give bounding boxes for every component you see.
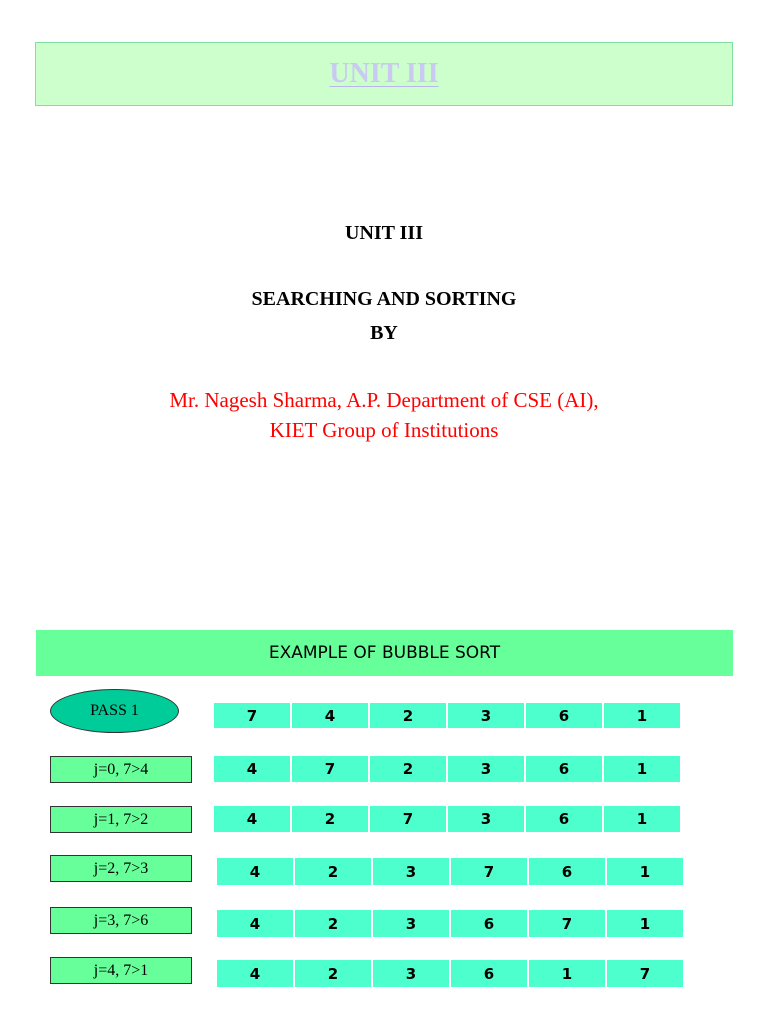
array-cell: 4 (292, 703, 368, 728)
array-cell: 6 (451, 910, 527, 937)
array-cell: 4 (217, 910, 293, 937)
unit-heading: UNIT III (345, 222, 423, 244)
topic-heading: SEARCHING AND SORTING (251, 288, 517, 310)
array-cell: 1 (529, 960, 605, 987)
array-cell: 3 (448, 806, 524, 832)
array-cell: 6 (526, 756, 602, 782)
array-cell: 7 (292, 756, 368, 782)
array-cell: 2 (370, 756, 446, 782)
array-cell: 2 (370, 703, 446, 728)
array-cell: 6 (451, 960, 527, 987)
array-cell: 7 (607, 960, 683, 987)
step-array-row (217, 960, 685, 987)
array-cell: 3 (373, 858, 449, 885)
array-cell: 2 (295, 910, 371, 937)
step-label: j=0, 7>4 (50, 756, 192, 783)
array-cell: 1 (607, 910, 683, 937)
array-cell: 7 (370, 806, 446, 832)
step-label: j=2, 7>3 (50, 855, 192, 882)
author-line-2: KIET Group of Institutions (269, 418, 499, 442)
array-cell: 3 (373, 960, 449, 987)
array-cell: 3 (448, 703, 524, 728)
array-cell: 4 (214, 756, 290, 782)
array-cell: 6 (526, 806, 602, 832)
array-cell: 4 (217, 960, 293, 987)
array-cell: 2 (295, 858, 371, 885)
array-cell: 2 (292, 806, 368, 832)
array-cell: 2 (295, 960, 371, 987)
array-cell: 3 (448, 756, 524, 782)
array-cell: 7 (451, 858, 527, 885)
step-array-row (214, 806, 682, 832)
step-label: j=3, 7>6 (50, 907, 192, 934)
by-heading: BY (370, 322, 398, 344)
array-cell: 7 (214, 703, 290, 728)
pass-label-oval: PASS 1 (50, 689, 179, 733)
array-cell: 1 (604, 806, 680, 832)
initial-array-row (214, 703, 682, 728)
array-cell: 4 (217, 858, 293, 885)
step-array-row (214, 756, 682, 782)
step-label: j=4, 7>1 (50, 957, 192, 984)
unit-title-link[interactable]: UNIT III (329, 58, 439, 89)
array-cell: 7 (529, 910, 605, 937)
header-banner (35, 42, 733, 106)
array-cell: 1 (607, 858, 683, 885)
step-array-row (217, 858, 685, 885)
bubble-sort-title: EXAMPLE OF BUBBLE SORT (36, 630, 733, 676)
array-cell: 6 (529, 858, 605, 885)
array-cell: 6 (526, 703, 602, 728)
step-label: j=1, 7>2 (50, 806, 192, 833)
array-cell: 1 (604, 703, 680, 728)
array-cell: 3 (373, 910, 449, 937)
array-cell: 1 (604, 756, 680, 782)
author-line-1: Mr. Nagesh Sharma, A.P. Department of CSE (AI), (169, 388, 599, 412)
step-array-row (217, 910, 685, 937)
array-cell: 4 (214, 806, 290, 832)
